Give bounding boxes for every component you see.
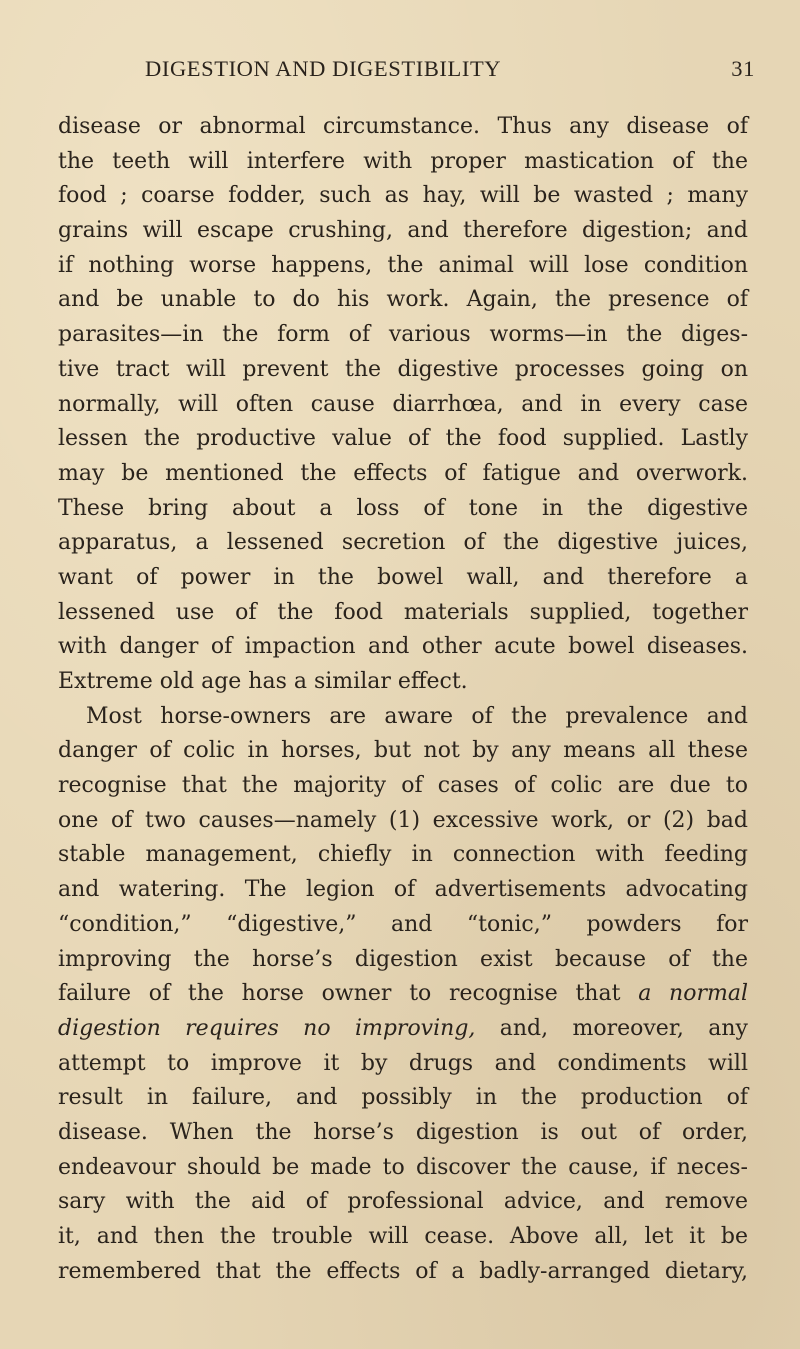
text-line: normally, will often cause diarrhœa, and in every case <box>58 391 748 417</box>
text-line: Most horse-owners are aware of the prevalence and <box>86 703 748 729</box>
text-line: endeavour should be made to discover the cause, if neces- <box>58 1154 748 1180</box>
text-line: the teeth will interfere with proper mastication of the <box>58 148 748 174</box>
text-line: one of two causes—namely (1) excessive work, or (2) bad <box>58 807 748 833</box>
page-header <box>145 56 755 86</box>
text-line: disease. When the horse’s digestion is out of order, <box>58 1119 748 1145</box>
text-line: may be mentioned the effects of fatigue and overwork. <box>58 460 748 486</box>
text-line: parasites—in the form of various worms—in the diges- <box>58 322 748 348</box>
text-line: sary with the aid of professional advice, and remove <box>58 1189 748 1215</box>
text-line-mixed <box>58 1012 748 1047</box>
text-line: recognise that the majority of cases of colic are due to <box>58 773 748 799</box>
running-title: DIGESTION AND DIGESTIBILITY <box>145 56 502 81</box>
text-line: remembered that the effects of a badly-arranged dietary, <box>58 1258 748 1284</box>
text-line: if nothing worse happens, the animal will lose condition <box>58 252 748 278</box>
body-text <box>58 110 748 1289</box>
text-line: lessen the productive value of the food supplied. Lastly <box>58 426 748 452</box>
text-line: tive tract will prevent the digestive processes going on <box>58 356 748 382</box>
text-line: Extreme old age has a similar effect. <box>58 669 468 694</box>
text-line: attempt to improve it by drugs and condiments will <box>58 1050 748 1076</box>
text-line: want of power in the bowel wall, and therefore a <box>58 564 748 590</box>
emphasis-text: digestion requires no improving, <box>58 1015 476 1041</box>
text-line: grains will escape crushing, and therefore digestion; and <box>58 218 748 244</box>
text-line: “condition,” “digestive,” and “tonic,” powders for <box>58 911 748 937</box>
text-line: apparatus, a lessened secretion of the digestive juices, <box>58 530 748 556</box>
text-line: and be unable to do his work. Again, the presence of <box>58 287 748 313</box>
text-line: lessened use of the food materials supplied, together <box>58 599 748 625</box>
text-line: stable management, chiefly in connection with feeding <box>58 842 748 868</box>
emphasis-text: a normal <box>638 981 748 1007</box>
text-line: it, and then the trouble will cease. Above all, let it be <box>58 1224 748 1249</box>
text-line: with danger of impaction and other acute bowel diseases. <box>58 634 748 660</box>
text-line-mixed <box>58 977 748 1012</box>
page-number: 31 <box>731 56 755 81</box>
paragraph-1 <box>58 110 748 700</box>
text-segment: and, moreover, any <box>499 1015 748 1041</box>
paragraph-2 <box>58 700 748 1290</box>
text-line: result in failure, and possibly in the production of <box>58 1085 748 1111</box>
text-line: improving the horse’s digestion exist because of the <box>58 946 748 972</box>
text-segment: failure of the horse owner to recognise that <box>58 981 621 1007</box>
text-line: These bring about a loss of tone in the digestive <box>58 495 748 521</box>
text-line: food ; coarse fodder, such as hay, will be wasted ; many <box>58 183 748 209</box>
text-line: disease or abnormal circumstance. Thus any disease of <box>58 114 748 139</box>
text-line: and watering. The legion of advertisements advocating <box>58 877 748 903</box>
text-line: danger of colic in horses, but not by any means all these <box>58 738 748 764</box>
